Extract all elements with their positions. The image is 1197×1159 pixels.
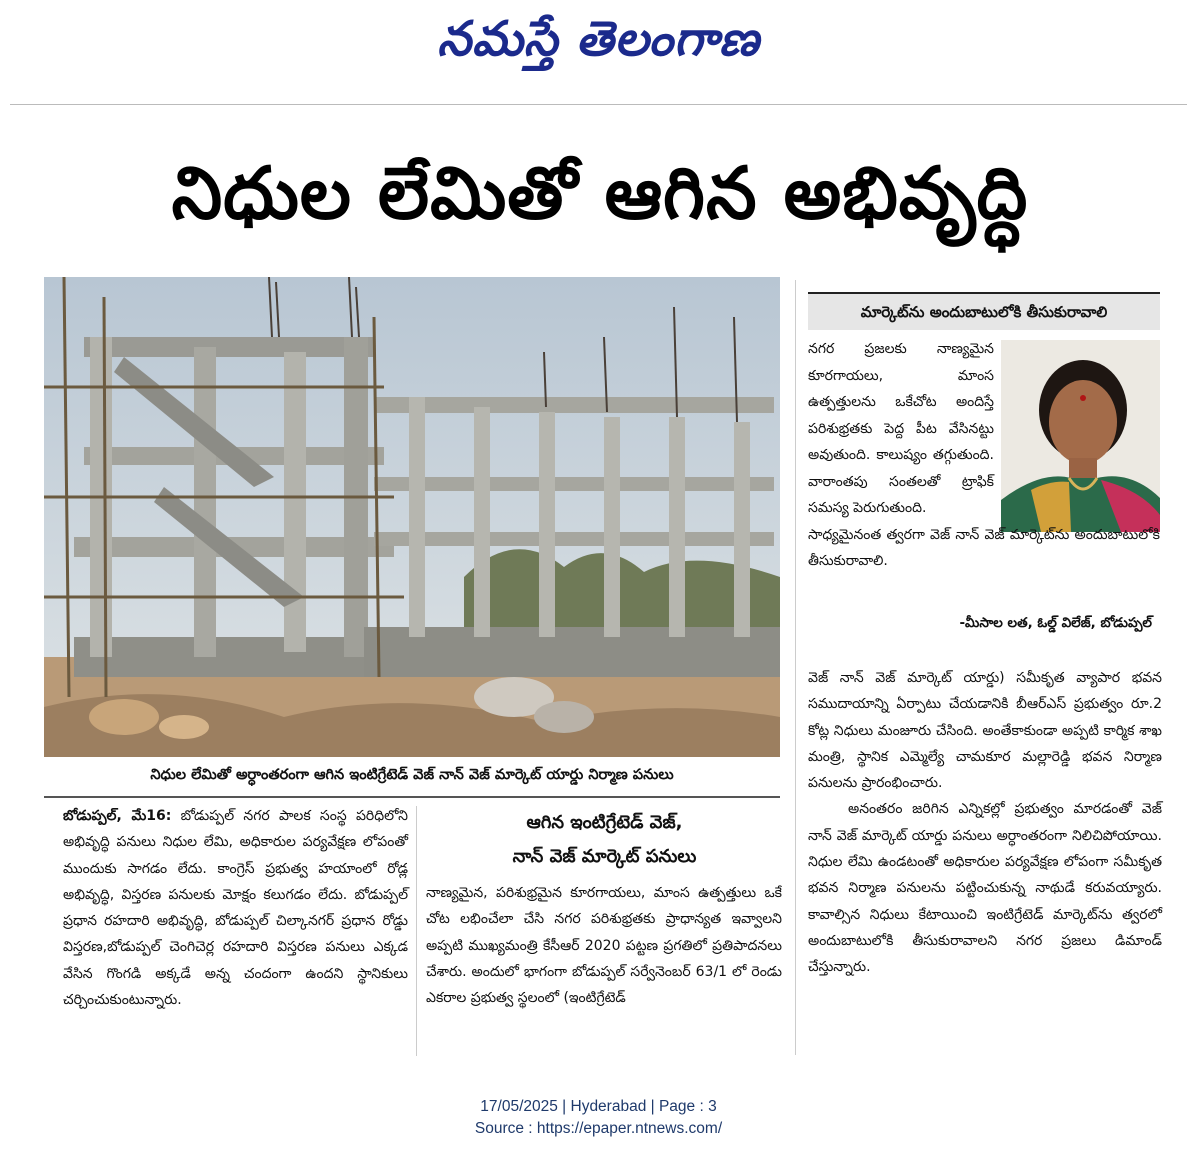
article-column-left — [63, 803, 408, 1063]
left-body-text: బోడుప్పల్ నగర పాలక సంస్థ పరిధిలోని అభివృద్ధి పనులు నిధుల లేమి, అధికారుల పర్యవేక్షణ లోపంతో ముందుకు సాగడం లేదు. కాంగ్రెస్ ప్రభుత్వ హయాంలో రోడ్ల అభివృద్ధి, విస్తరణ పనులకు మోక్షం కలుగడం లేదు. బోడుప్పల్ ప్రధాన రహదారి అభివృద్ధి, బోడుప్పల్ చిల్కానగర్ ప్రధాన రోడ్డు విస్తరణ,బోడుప్పల్ చెంగిచెర్ల రహదారి విస్తరణ పనులు ఎక్కడ వేసిన గొంగడి అక్కడే అన్న చందంగా ఉందని స్థానికులు చర్చించుకుంటున్నారు. — [63, 808, 408, 1009]
quote-box — [808, 292, 1160, 647]
footer-source: Source : https://epaper.ntnews.com/ — [474, 1120, 723, 1137]
sub-heading-line-2: నాన్ వెజ్ మార్కెట్ పనులు — [512, 846, 697, 867]
article-headline: నిధుల లేమితో ఆగిన అభివృద్ధి — [171, 151, 1029, 235]
quote-text — [808, 336, 1160, 606]
article-column-middle: నాణ్యమైన, పరిశుభ్రమైన కూరగాయలు, మాంస ఉత్పత్తులు ఒకే చోట లభించేలా చేసి నగర పరిశుభ్రతకు ప్రాధాన్యత ఇవ్వాలని అప్పటి ముఖ్యమంత్రి కేసీఆర్ 2020 పట్టణ ప్రగతిలో ప్రతిపాదనలు చేశారు. అందులో భాగంగా బోడుప్పల్ సర్వేనెంబర్ 63/1 లో రెండు ఎకరాల ప్రభుత్వ స్థలంలో (ఇంటిగ్రేటెడ్ — [426, 885, 782, 1007]
quote-credit: -మీసాల లత, ఓల్డ్ విలేజ్, బోడుప్పల్ — [959, 615, 1152, 631]
dateline: బోడుప్పల్, మే16: — [63, 808, 172, 824]
column-divider-2 — [795, 280, 796, 1055]
quote-text-wide: సాధ్యమైనంత త్వరగా వెజ్ నాన్ వెజ్ మార్కెట్‌ను అందుబాటులోకి తీసుకురావాలి. — [808, 526, 1160, 569]
page-footer — [0, 1096, 1197, 1142]
construction-illustration — [44, 277, 780, 757]
sub-heading — [432, 806, 777, 878]
right-body-paragraph-2: అనంతరం జరిగిన ఎన్నికల్లో ప్రభుత్వం మారడంతో వెజ్ నాన్ వెజ్ మార్కెట్ యార్డు పనులు అర్ధాంతరంగా నిలిచిపోయాయి. నిధుల లేమి ఉండటంతో అధికారుల పర్యవేక్షణ లోపంగా సమీకృత భవన నిర్మాణ పనులను పట్టించుకున్న నాథుడే కరువయ్యారు. కావాల్సిన నిధులు కేటాయించి ఇంటిగ్రేటెడ్ మార్కెట్‌ను త్వరలో అందుబాటులోకి తీసుకురావాలని నగర ప్రజలు డిమాండ్ చేస్తున్నారు. — [808, 801, 1162, 976]
column-divider-1 — [416, 806, 417, 1056]
sub-heading-line-1: ఆగిన ఇంటిగ్రేటెడ్ వెజ్, — [526, 812, 683, 833]
photo-caption: నిధుల లేమితో అర్ధాంతరంగా ఆగిన ఇంటిగ్రేటెడ్ వెజ్ నాన్ వెజ్ మార్కెట్ యార్డు నిర్మాణ పనులు — [150, 767, 674, 783]
construction-site-photo — [44, 277, 780, 757]
top-divider — [10, 104, 1187, 105]
masthead-logo: నమస్తే తెలంగాణ — [437, 11, 760, 67]
quote-box-heading: మార్కెట్‌ను అందుబాటులోకి తీసుకురావాలి — [808, 292, 1160, 330]
quote-text-narrow: నగర ప్రజలకు నాణ్యమైన కూరగాయలు, మాంస ఉత్పత్తులను ఒకేచోట అందిస్తే పరిశుభ్రతకు పెద్ద పీట వేసినట్టు అవుతుంది. కాలుష్యం తగ్గుతుంది. వారాంతపు సంతలతో ట్రాఫిక్ సమస్య పెరుగుతుంది. — [808, 341, 994, 516]
right-body-paragraph-1: వెజ్ నాన్ వెజ్ మార్కెట్ యార్డు) సమీకృత వ్యాపార భవన సముదాయాన్ని ఏర్పాటు చేయడానికి బీఆర్ఎస్ ప్రభుత్వం రూ.2 కోట్ల నిధులు మంజూరు చేసింది. అంతేకాకుండా అప్పటి కార్మిక శాఖ మంత్రి, స్థానిక ఎమ్మెల్యే చామకూర మల్లారెడ్డి భవన నిర్మాణ పనులను ప్రారంభించారు. — [808, 670, 1162, 792]
caption-divider — [44, 796, 780, 798]
footer-date-page: 17/05/2025 | Hyderabad | Page : 3 — [480, 1098, 717, 1115]
article-column-right — [808, 665, 1162, 1065]
